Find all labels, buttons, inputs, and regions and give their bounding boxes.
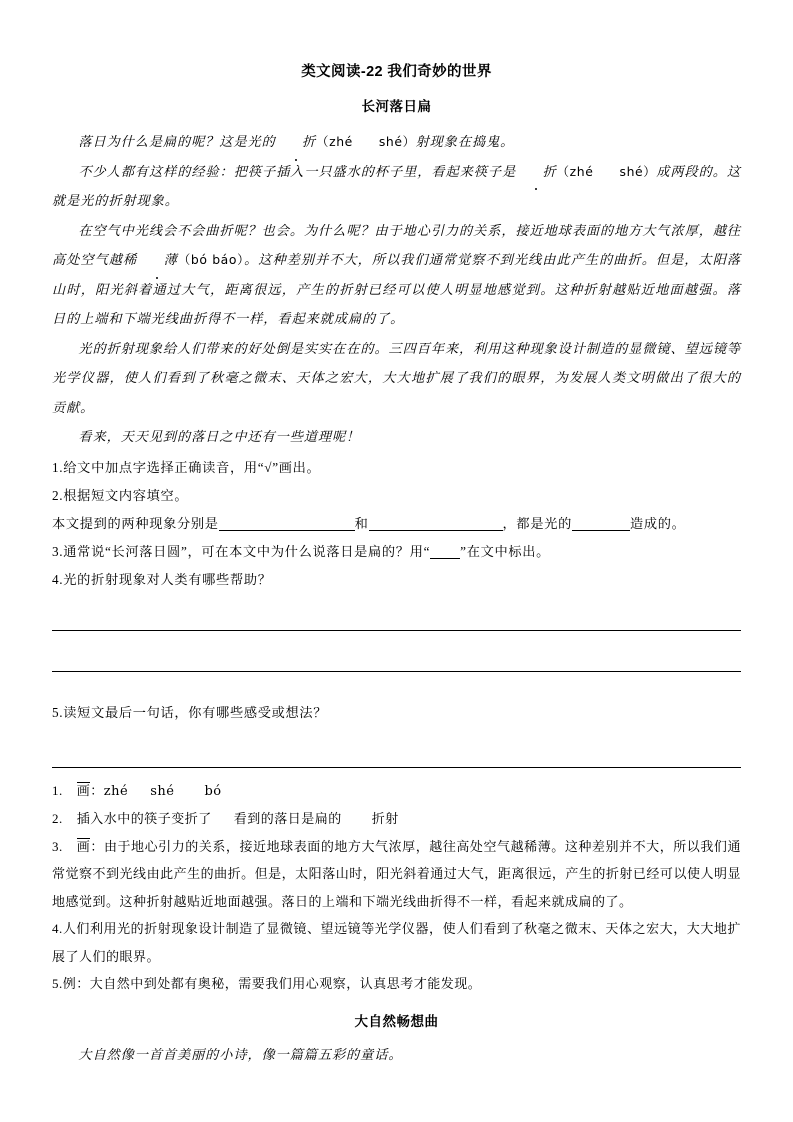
emphasis-dot-char-3: 薄 — [137, 245, 177, 275]
question-1: 1.给文中加点字选择正确读音，用“√”画出。 — [52, 459, 321, 475]
emphasis-dot-char-2: 折 — [516, 157, 556, 187]
answer-2-item-2: 看到的落日是扁的 — [233, 811, 342, 826]
question-2-text-a: 本文提到的两种现象分别是 — [52, 515, 219, 531]
answer-1-pinyin-3: bó — [204, 783, 222, 799]
answer-blank-4[interactable] — [430, 544, 460, 559]
question-3-text-a: 3.通常说“长河落日圆”，可在本文中为什么说落日是扁的？用“ — [52, 543, 431, 559]
answer-key — [52, 777, 741, 998]
question-list — [52, 454, 741, 768]
answer-4: 4.人们利用光的折射现象设计制造了显微镜、望远镜等光学仪器，使人们看到了秋毫之微末、天体之宏大，大大地扩展了人们的眼界。 — [52, 921, 741, 964]
reading-passage — [52, 127, 741, 452]
question-2-text-d: 造成的。 — [629, 515, 686, 531]
question-2-title: 2.根据短文内容填空。 — [52, 487, 189, 503]
answer-3-colon: ： — [90, 838, 104, 854]
answer-2 — [52, 805, 741, 833]
spacer-q4-mid — [52, 631, 741, 671]
pinyin-choice-3: （bó báo） — [177, 252, 245, 267]
answer-1-pinyin-1: zhé — [103, 783, 129, 799]
answer-1-pinyin-2: shé — [150, 783, 175, 799]
answer-2-item-3: 折射 — [371, 811, 399, 826]
paragraph-2-text-b: 成两段的。这就是光的折射现象。 — [52, 163, 741, 208]
emphasis-dot-char-1: 折 — [276, 127, 316, 157]
next-section-title: 大自然畅想曲 — [354, 1013, 439, 1029]
question-4: 4.光的折射现象对人类有哪些帮助？ — [52, 571, 272, 587]
answer-3 — [52, 833, 741, 916]
spacer-q4-bottom — [52, 672, 741, 699]
answer-blank-1[interactable] — [219, 515, 355, 531]
question-2-text-c: ，都是光的 — [502, 515, 572, 531]
passage-paragraph-1 — [52, 127, 741, 157]
answer-blank-3[interactable] — [572, 515, 630, 531]
answer-1-colon: ： — [90, 782, 104, 798]
answer-rule-3[interactable] — [52, 767, 741, 768]
paragraph-1-text-b: 射现象在捣鬼。 — [415, 134, 515, 149]
paragraph-2-text-a: 不少人都有这样的经验：把筷子插入一只盛水的杯子里，看起来筷子是 — [78, 163, 517, 179]
passage-paragraph-5: 看来，天天见到的落日之中还有一些道理呢！ — [78, 429, 361, 444]
pinyin-choice-2: （zhé shé） — [556, 163, 657, 179]
question-2-fill-line — [52, 510, 741, 538]
answer-3-label: 3. — [52, 838, 63, 854]
passage-paragraph-3 — [52, 216, 741, 334]
paragraph-1-text-a: 落日为什么是扁的呢？这是光的 — [78, 134, 276, 149]
answer-3-text: 由于地心引力的关系，接近地球表面的地方大气浓厚，越往高处空气越稀薄。这种差别并不大，所以我们通常觉察不到光线由此产生的曲折。但是，太阳落山时，阳光斜着通过大气，距离很远，产生的折射已经可以使人明显地感觉到。这种折射越贴近地面越强。落日的上端和下端光线曲折得不一样，看起来就成扁的了。 — [52, 838, 741, 909]
question-3 — [52, 538, 741, 566]
passage-subtitle: 长河落日扁 — [361, 99, 432, 114]
answer-1-mark-icon: 画 — [76, 782, 91, 798]
question-5: 5.读短文最后一句话，你有哪些感受或想法？ — [52, 704, 328, 720]
spacer-q4-top — [52, 594, 741, 630]
question-2-text-b: 和 — [354, 515, 369, 531]
answer-1 — [52, 777, 741, 806]
passage-paragraph-2 — [52, 157, 741, 216]
answer-2-label: 2. — [52, 811, 63, 826]
answer-5: 5.例：大自然中到处都有奥秘，需要我们用心观察，认真思考才能发现。 — [52, 976, 482, 991]
paragraph-3-text-a: 在空气中光线会不会曲折呢？也会。为什么呢？由于地心引力的关系，接近地球表面的地方大气浓厚，越往高处空气越稀 — [52, 222, 741, 267]
pinyin-choice-1: （zhé shé） — [316, 134, 416, 149]
answer-1-label: 1. — [52, 782, 63, 798]
page-title: 类文阅读-22 我们奇妙的世界 — [301, 64, 492, 80]
answer-3-mark-icon: 画 — [76, 838, 91, 854]
next-section-line-1: 大自然像一首首美丽的小诗，像一篇篇五彩的童话。 — [78, 1046, 403, 1062]
passage-paragraph-4: 光的折射现象给人们带来的好处倒是实实在在的。三四百年来，利用这种现象设计制造的显微镜、望远镜等光学仪器，使人们看到了秋毫之微末、天体之宏大，大大地扩展了我们的眼界，为发展人类文明做出了很大的贡献。 — [52, 340, 741, 415]
next-section-body — [52, 1040, 741, 1069]
answer-blank-2[interactable] — [369, 515, 503, 531]
answer-2-item-1: 插入水中的筷子变折了 — [76, 811, 212, 826]
spacer-q5 — [52, 727, 741, 767]
paragraph-3-text-b: 。这种差别并不大，所以我们通常觉察不到光线由此产生的曲折。但是，太阳落山时，阳光斜着通过大气，距离很远，产生的折射已经可以使人明显地感觉到。这种折射越贴近地面越强。落日的上端和下端光线曲折得不一样，看起来就成扁的了。 — [52, 252, 741, 326]
question-3-text-b: ”在文中标出。 — [460, 543, 551, 559]
